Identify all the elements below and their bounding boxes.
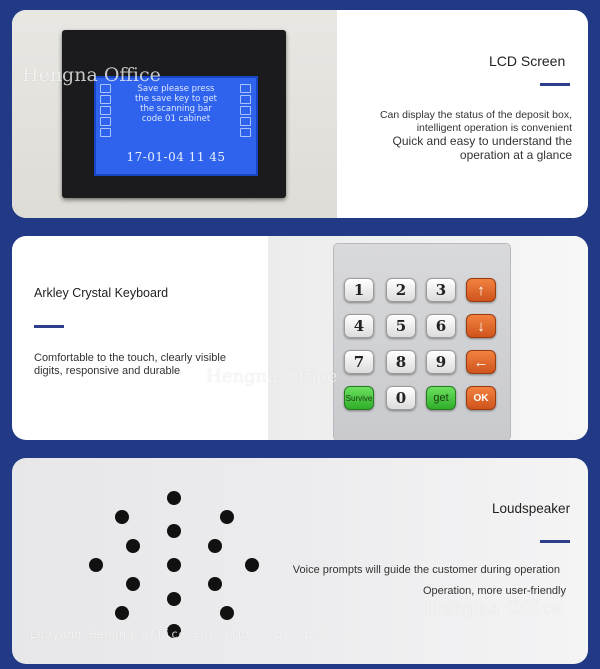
ok-key[interactable]: OK [466,386,496,410]
lcd-desc-line: operation at a glance [459,148,572,162]
key-0[interactable]: 0 [386,386,416,410]
keyboard-desc-line: Comfortable to the touch, clearly visible [34,352,226,364]
lcd-screen-panel [12,10,588,218]
speaker-hole [208,577,222,591]
key-3[interactable]: 3 [426,278,456,302]
key-7[interactable]: 7 [344,350,374,374]
speaker-hole [89,558,103,572]
loudspeaker-desc-line: Voice prompts will guide the customer during operation [292,564,560,576]
watermark-brand: Hengna Office [22,64,161,86]
lcd-desc-line: intelligent operation is convenient [416,122,572,134]
lcd-desc-line: Can display the status of the deposit box, [379,109,572,121]
keypad-photo [268,236,588,440]
loudspeaker-title-underline [540,540,570,543]
lcd-line: the scanning bar [140,104,212,114]
speaker-hole [167,524,181,538]
lcd-display [94,76,258,176]
speaker-hole [126,577,140,591]
survive-key[interactable]: Survive [344,386,374,410]
speaker-hole [126,539,140,553]
lcd-description-small [380,109,572,135]
loudspeaker-panel [12,458,588,664]
loudspeaker-title: Loudspeaker [492,501,571,516]
speaker-hole [115,606,129,620]
arrow-left-key[interactable]: ← [466,350,496,374]
lcd-description [393,134,572,162]
key-5[interactable]: 5 [386,314,416,338]
lcd-side-marks-right [240,84,252,137]
watermark-brand: Hengna Office [424,597,563,619]
speaker-hole [220,510,234,524]
watermark-company: Luoyang Hengna Office Furniture Co., Ltd. [30,627,335,641]
key-2[interactable]: 2 [386,278,416,302]
lcd-bezel [62,30,286,198]
speaker-hole [115,510,129,524]
lcd-photo [12,10,337,218]
keypad [334,244,510,440]
key-4[interactable]: 4 [344,314,374,338]
keyboard-panel [12,236,588,440]
speaker-hole [220,606,234,620]
keyboard-title-underline [34,325,64,328]
lcd-title: LCD Screen [489,53,566,69]
speaker-hole [245,558,259,572]
speaker-hole [167,592,181,606]
lcd-message [114,84,238,124]
lcd-line: the save key to get [134,94,218,104]
keyboard-description [34,352,226,378]
lcd-title-underline [540,83,570,86]
watermark-brand: Hengna Office [206,366,338,387]
lcd-line: code 01 cabinet [141,114,211,124]
lcd-line: Save please press [137,84,215,94]
speaker-hole [167,491,181,505]
keyboard-title: Arkley Crystal Keyboard [34,286,169,300]
lcd-side-marks-left [100,84,112,137]
arrow-up-key[interactable]: ↑ [466,278,496,302]
lcd-timestamp: 17-01-04 11 45 [126,150,226,164]
speaker-hole [167,558,181,572]
speaker-hole [208,539,222,553]
lcd-desc-line: Quick and easy to understand the [392,134,572,148]
key-8[interactable]: 8 [386,350,416,374]
get-key[interactable]: get [426,386,456,410]
key-6[interactable]: 6 [426,314,456,338]
arrow-down-key[interactable]: ↓ [466,314,496,338]
loudspeaker-desc-line: Operation, more user-friendly [422,585,566,597]
keyboard-desc-line: digits, responsive and durable [34,365,181,377]
key-1[interactable]: 1 [344,278,374,302]
key-9[interactable]: 9 [426,350,456,374]
